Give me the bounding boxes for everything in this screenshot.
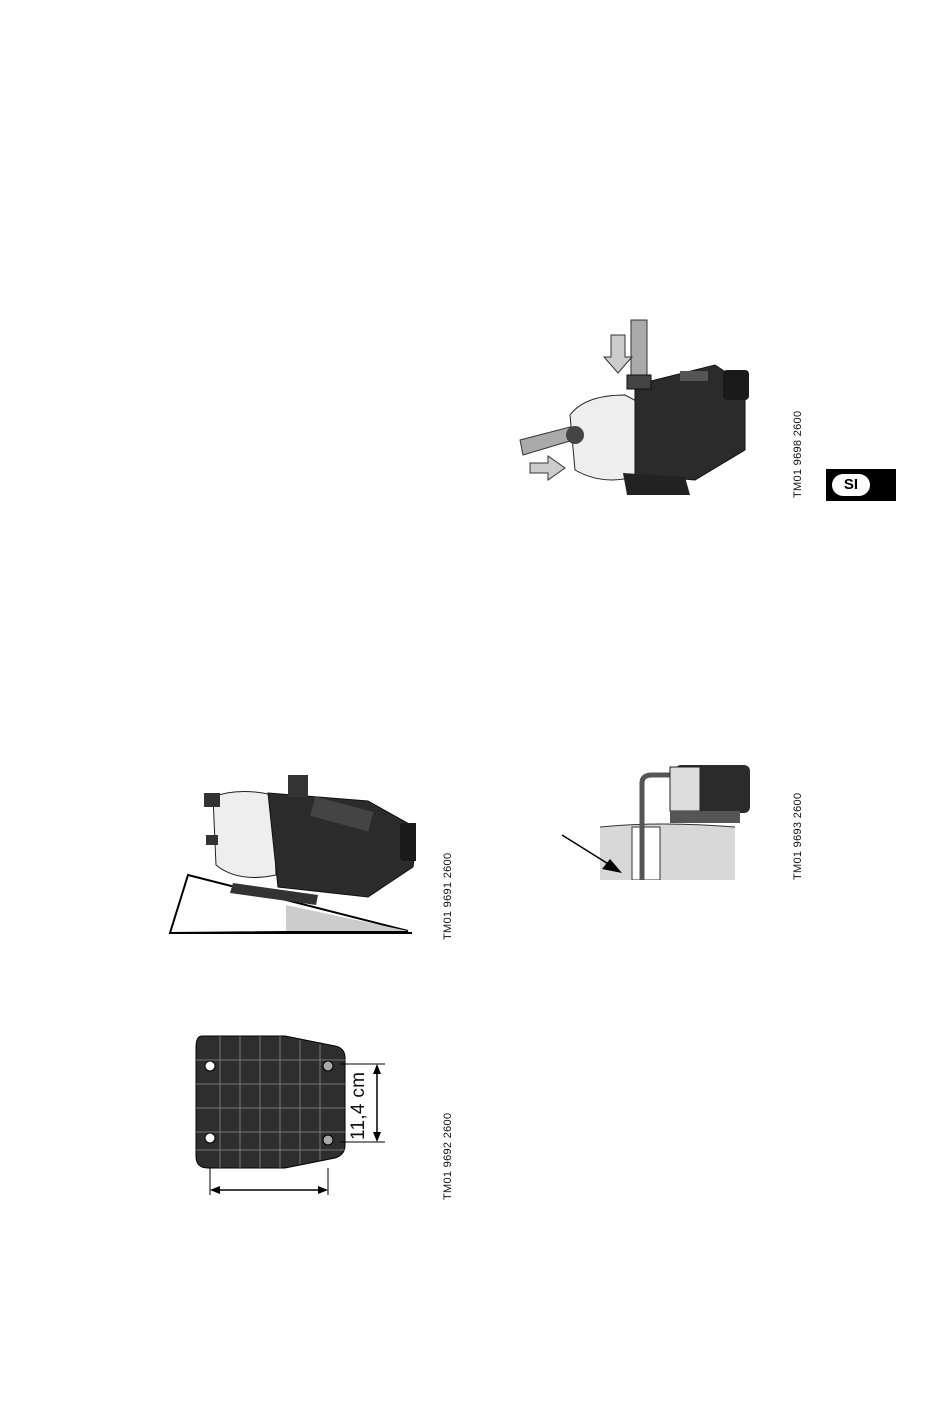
figure-code: TM01 9692 2600 [442,1112,454,1200]
figure-code: TM01 9698 2600 [792,410,804,498]
pump-on-slope-icon [168,765,416,940]
pump-well-figure [560,765,750,880]
pump-with-arrows-icon [515,315,765,510]
figure-code: TM01 9691 2600 [442,852,454,940]
pump-above-well-icon [560,765,750,880]
dimension-label: 11,4 cm [348,1071,369,1140]
figure-code: TM01 9693 2600 [792,792,804,880]
language-label: SI [832,474,870,496]
pump-inlet-figure [515,315,765,510]
pump-slope-figure [168,765,416,940]
